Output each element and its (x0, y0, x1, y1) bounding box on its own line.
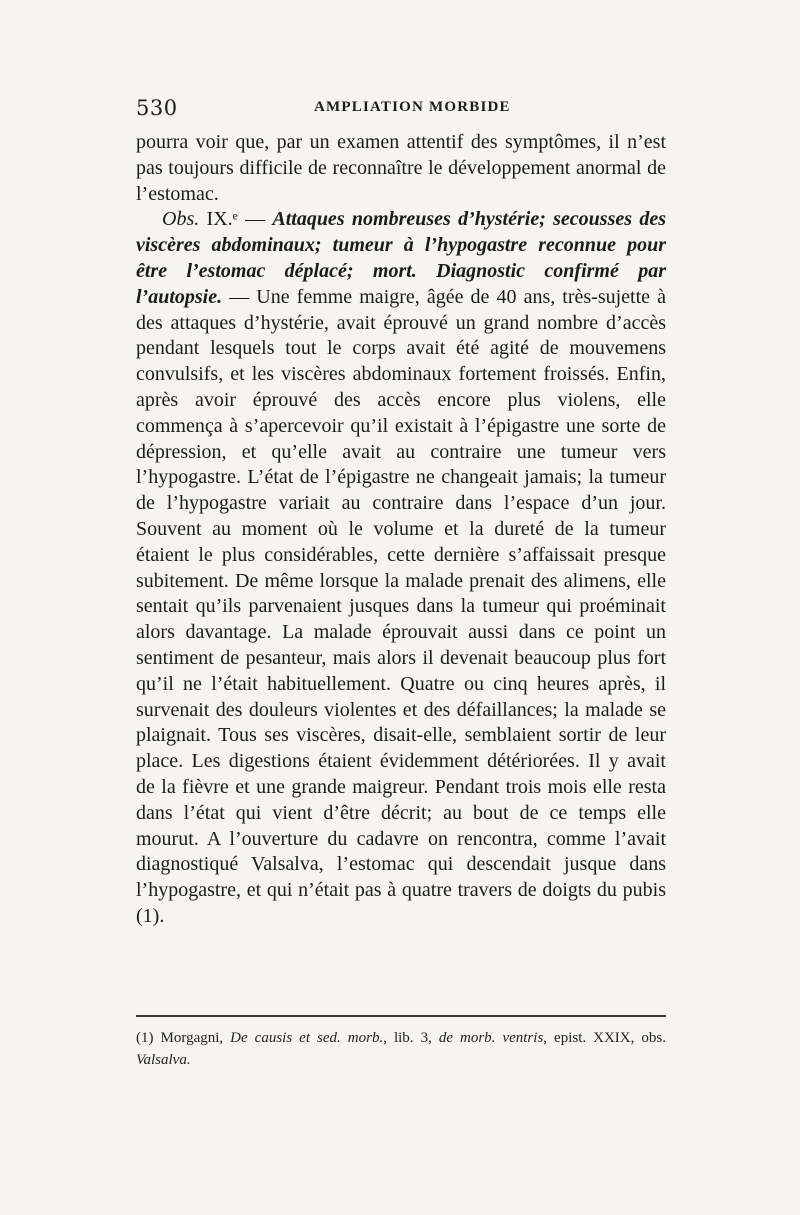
observation-number: IX.ᵉ (206, 208, 238, 231)
page-header (136, 96, 666, 126)
footnote-section: de morb. ventris (438, 1030, 544, 1046)
footnote-marker: (1) Morgagni, (136, 1030, 231, 1046)
paragraph-continuation: pourra voir que, par un examen attentif des symptômes, il n’est pas toujours difficile de reconnaître le développement anormal de l’estomac. (136, 131, 666, 205)
observation-label: Obs. (162, 208, 200, 231)
observation-text: — Une femme maigre, âgée de 40 ans, très-sujette à des attaques d’hystérie, avait éprouvé un grand nombre d’accès pendant lesquels tout le corps avait été agité de mouvemens convulsifs, et les viscères abdominaux fortement froissés. Enfin, après avoir éprouvé des accès encore plus violens, elle commença à s’apercevoir qu’il existait à l’épigastre une sorte de dépression, et qu’elle avait au contraire une tumeur vers l’hypogastre. L’état de l’épigastre ne changeait jamais; la tumeur de l’hypogastre variait au contraire dans l’espace d’un jour. Souvent au moment où le volume et la dureté de la tumeur étaient le plus considérables, cette dernière s’affaissait presque subitement. De même lorsque la malade prenait des alimens, elle sentait qu’ils parvenaient jusques dans la tumeur qui proéminait alors davantage. La malade éprouvait aussi dans ce point un sentiment de pesanteur, mais alors il devenait beaucoup plus fort qu’il ne l’était habituellement. Quatre ou cinq heures après, il survenait des douleurs violentes et des défaillances; la malade se plaignait. Tous ses viscères, disait-elle, semblaient sortir de leur place. Les digestions étaient évidemment détériorées. Il y avait de la fièvre et une grande maigreur. Pendant trois mois elle resta dans l’état qui vient d’être décrit; au bout de ce temps elle mourut. A l’ouverture du cadavre on rencontra, comme l’avait diagnostiqué Valsalva, l’estomac qui descendait jusque dans l’hypogastre, et qui n’était pas à quatre travers de doigts du pubis (1). (136, 285, 666, 927)
page-number: 530 (136, 96, 178, 120)
footnote-rule (136, 1015, 666, 1017)
footnote-name: Valsalva. (136, 1052, 191, 1068)
running-head: AMPLIATION MORBIDE (314, 99, 511, 115)
footnote-tail: , epist. XXIX, obs. (543, 1030, 666, 1046)
footnote (136, 1027, 666, 1071)
observation-dash: — (237, 208, 273, 231)
footnote-work: De causis et sed. morb. (230, 1030, 384, 1046)
observation-paragraph (136, 207, 666, 929)
observation-title: Attaques nombreuses d’hystérie; secousses des viscères abdominaux; tumeur à l’hypogastre reconnue pour être l’estomac déplacé; mort. Diagnostic confirmé par l’autopsie. (136, 208, 666, 308)
main-text (136, 130, 666, 930)
footnote-middle: , lib. 3, (383, 1030, 439, 1046)
